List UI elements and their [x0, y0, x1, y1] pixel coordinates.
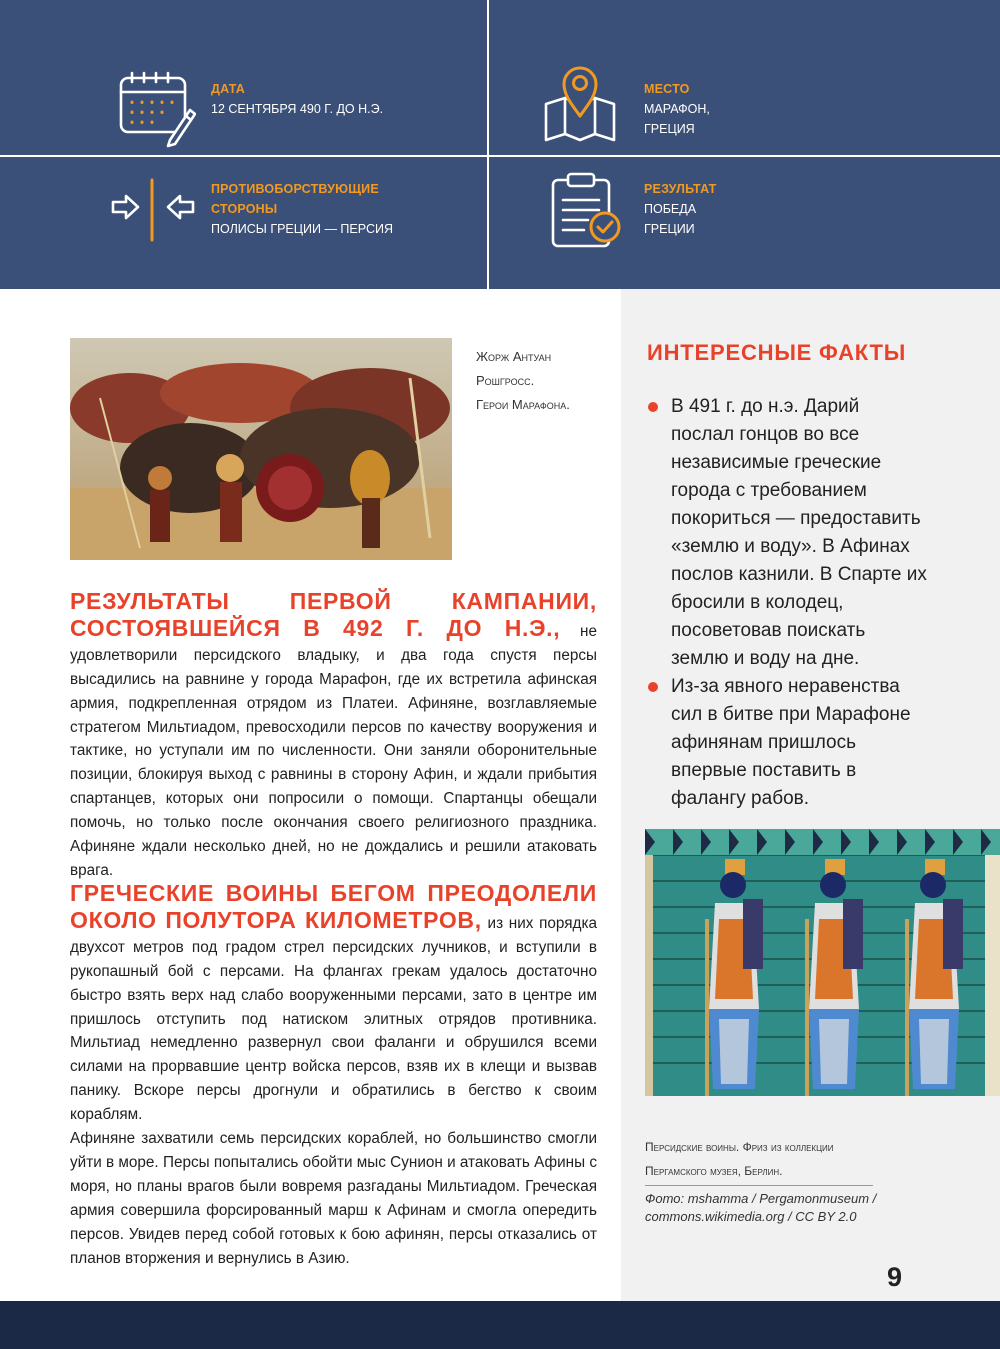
heroes-of-marathon-painting: [70, 338, 452, 560]
result-label: РЕЗУЛЬТАТ: [644, 182, 717, 196]
header-divider-vertical: [487, 0, 489, 289]
footer-bar: [0, 1301, 1000, 1349]
map-pin-icon: [543, 58, 617, 147]
place-value-line: ГРЕЦИЯ: [644, 122, 695, 136]
result-value-line: ГРЕЦИИ: [644, 222, 695, 236]
persian-warriors-frieze-image: [645, 829, 1000, 1096]
battle-info-header: [0, 0, 1000, 289]
article-section-battle: [70, 882, 597, 1271]
sides-label-line: ПРОТИВОБОРСТВУЮЩИЕ: [211, 182, 379, 196]
frieze-photo-credit: Фото: mshamma / Pergamonmuseum / commons.wikimedia.org / CC BY 2.0: [645, 1191, 877, 1224]
result-value-line: ПОБЕДА: [644, 202, 697, 216]
list-item: [647, 673, 927, 813]
date-cell: [211, 79, 383, 119]
fact-text: Из-за явного неравенства сил в битве при Марафоне афинянам пришлось впервые поставить в фалангу рабов.: [671, 676, 911, 809]
date-label: ДАТА: [211, 82, 245, 96]
place-label: МЕСТО: [644, 82, 690, 96]
place-cell: [644, 79, 710, 139]
painting-caption: [476, 345, 611, 417]
header-divider-horizontal: [0, 155, 1000, 157]
bullet-dot-icon: [648, 682, 658, 692]
section-lead-heading: РЕЗУЛЬТАТЫ ПЕРВОЙ КАМПАНИИ, СОСТОЯВШЕЙСЯ В 492 Г. ДО Н.Э.,: [70, 588, 597, 641]
opposing-arrows-icon: [110, 178, 196, 247]
sides-value: ПОЛИСЫ ГРЕЦИИ — ПЕРСИЯ: [211, 222, 393, 236]
section-body-text: из них порядка двухсот метров под градом стрел персидских лучников, и вступили в рукопашный бой с персами. На флангах грекам удалось достаточно быстро взять верх над слабо вооруженными персами, зато в центре им пришлось отступить под натиском элитных отрядов противника. Мильтиад немедленно развернул свои фаланги и обрушился всеми силами на прорвавшие центр войска персов, взяв их в клещи и вызвав панику. Вскоре персы дрогнули и обратились в бегство к своим кораблям.: [70, 914, 597, 1124]
result-cell: [644, 179, 717, 239]
facts-list: [647, 393, 927, 813]
sides-label-line: СТОРОНЫ: [211, 202, 278, 216]
calendar-pencil-icon: [118, 70, 196, 153]
place-value-line: МАРАФОН,: [644, 102, 710, 116]
article-section-first-campaign: [70, 590, 597, 883]
list-item: [647, 393, 927, 673]
caption-divider: [645, 1185, 873, 1186]
fact-text: В 491 г. до н.э. Дарий послал гонцов во все независимые греческие города с требованием покориться — предоставить «землю и воду». В Афинах послов казнили. В Спарте их бросили в колодец, посоветовав поискать землю и воду на дне.: [671, 396, 927, 669]
bullet-dot-icon: [648, 402, 658, 412]
section-lead-heading: ГРЕЧЕСКИЕ ВОИНЫ БЕГОМ ПРЕОДОЛЕЛИ ОКОЛО ПОЛУТОРА КИЛОМЕТРОВ,: [70, 880, 597, 933]
painting-caption-line: Рошгросс.: [476, 373, 535, 388]
date-value: 12 СЕНТЯБРЯ 490 Г. ДО Н.Э.: [211, 102, 384, 116]
sides-cell: [211, 179, 393, 239]
frieze-caption: Персидские воины. Фриз из коллекции Пергамского музея, Берлин.: [645, 1140, 834, 1178]
painting-caption-line: Жорж Антуан: [476, 349, 552, 364]
section-body-text: Афиняне захватили семь персидских кораблей, но большинство смогли уйти в море. Персы попытались обойти мыс Сунион и атаковать Афины с моря, но планы врагов были вовремя разгаданы Мильтиадом. Греческая армия совершила форсированный марш к Афинам и смогла опередить персов. Увидев перед собой готовых к бою афинян, персы отказались от планов вторжения и вернулись в Азию.: [70, 1130, 597, 1267]
page-number: 9: [887, 1262, 903, 1292]
clipboard-check-icon: [550, 172, 624, 255]
painting-caption-line: Герои Марафона.: [476, 397, 570, 412]
facts-title: ИНТЕРЕСНЫЕ ФАКТЫ: [647, 340, 907, 365]
section-body-text: не удовлетворили персидского владыку, и два года спустя персы высадились на равнине у города Марафон, где их встретила афинская армия, подкрепленная отрядом из Платеи. Афиняне, возглавляемые стратегом Мильтиадом, превосходили персов по качеству вооружения и тактике, но уступали им по численности. Они заняли оборонительные позиции, блокируя выход с равнины в сторону Афин, и ждали прибытия спартанцев, которых они попросили о помощи. Спартанцы обещали помочь, но только после окончания своего религиозного праздника. Афиняне ждали несколько дней, но не дождались и решили атаковать врага.: [70, 622, 597, 879]
